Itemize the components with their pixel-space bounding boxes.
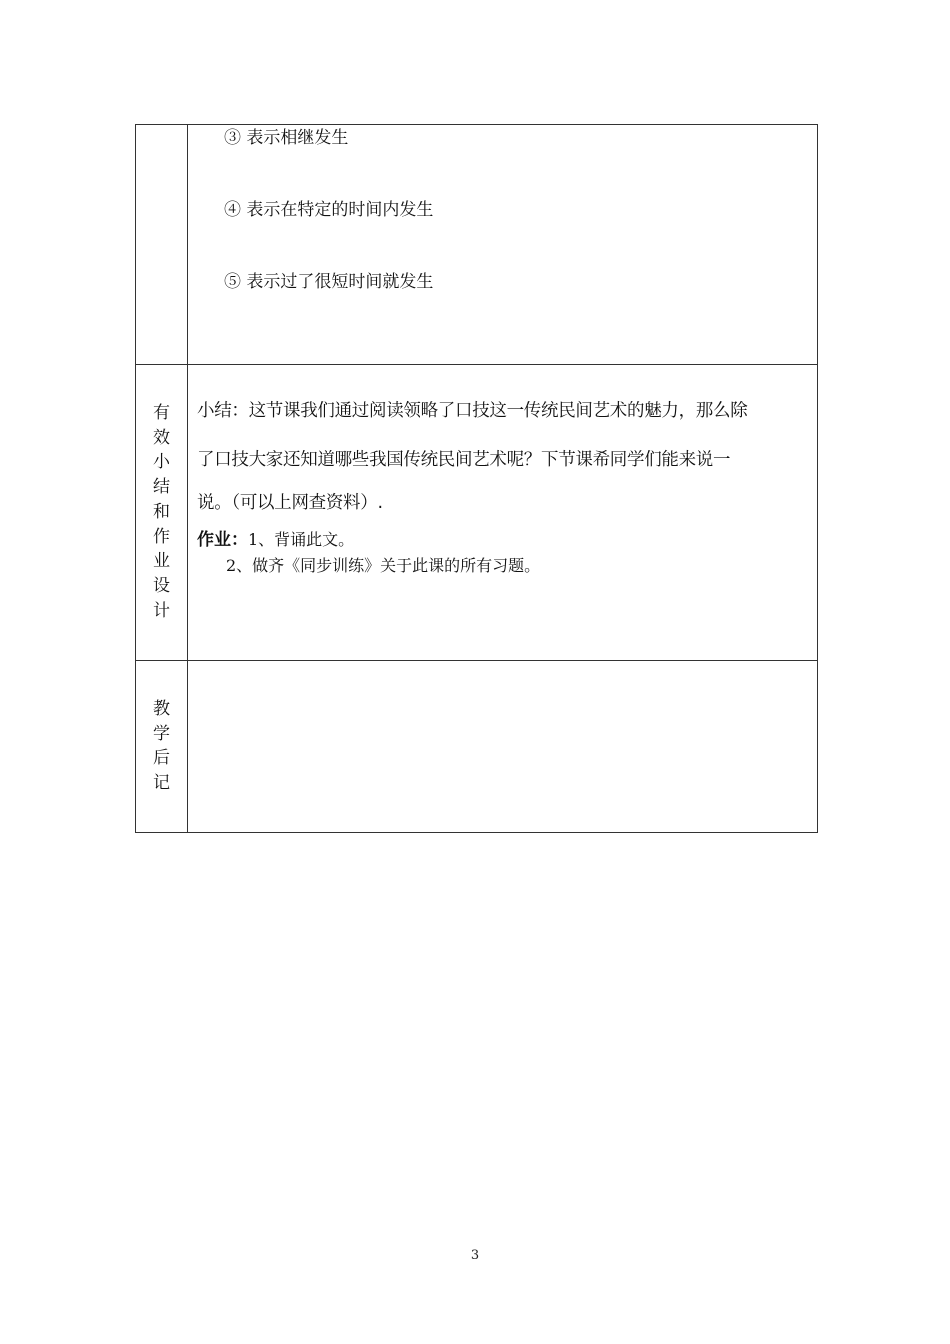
summary-text: 小结：这节课我们通过阅读领略了口技这一传统民间艺术的魅力，那么除 了口技大家还知道哪些我国传统民间艺术呢？下节课希同学们能来说一 说。（可以上网查资料）. xyxy=(197,401,748,513)
list-item: ④ 表示在特定的时间内发生 xyxy=(224,200,434,220)
table-row xyxy=(136,125,818,365)
table-row xyxy=(136,661,818,833)
list-item: ⑤ 表示过了很短时间就发生 xyxy=(224,272,434,292)
homework-line xyxy=(197,527,817,553)
list-item: ③ 表示相继发生 xyxy=(224,128,349,148)
homework-item: 2、做齐《同步训练》关于此课的所有习题。 xyxy=(226,556,541,575)
page-number: 3 xyxy=(470,1248,480,1263)
homework-label: 作业： xyxy=(197,530,248,550)
row-label-cell xyxy=(136,125,188,365)
lesson-plan-table xyxy=(135,124,818,833)
summary-label-cell xyxy=(136,365,188,661)
table-row xyxy=(136,365,818,661)
usage-list-cell xyxy=(188,125,818,365)
teaching-reflection-label: 教 学 后 记 xyxy=(153,699,170,794)
summary-cell xyxy=(188,365,818,661)
reflection-cell xyxy=(188,661,818,833)
summary-homework-label: 有 效 小 结 和 作 业 设 计 xyxy=(153,403,170,621)
homework-item: 1、背诵此文。 xyxy=(248,530,355,549)
reflection-label-cell xyxy=(136,661,188,833)
